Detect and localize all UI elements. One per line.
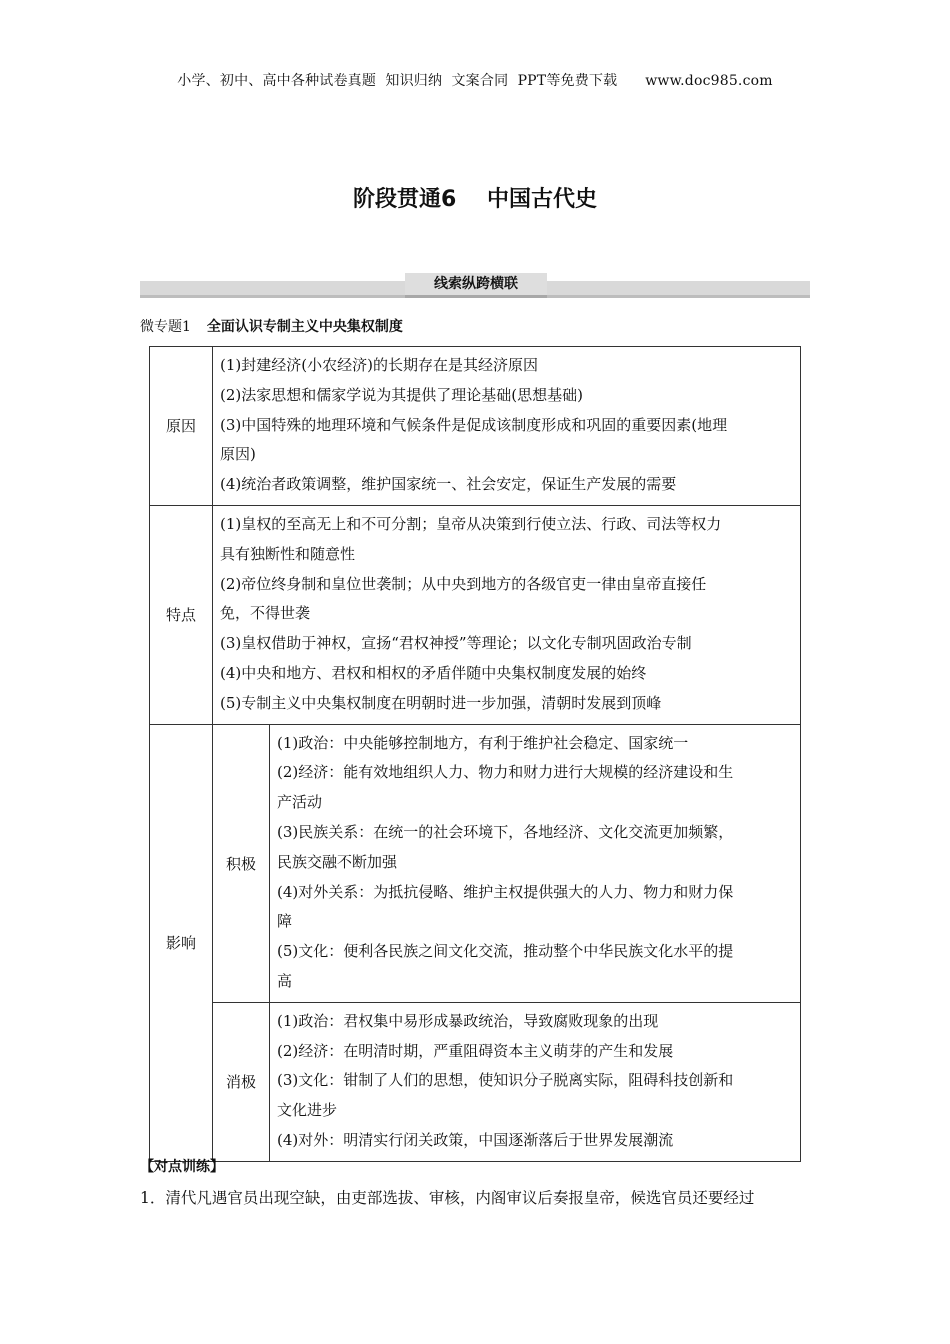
sub-label-positive: 积极 <box>213 724 270 1002</box>
text-line: (4)对外：明清实行闭关政策，中国逐渐落后于世界发展潮流 <box>277 1130 674 1149</box>
text-line: (5)文化：便利各民族之间文化交流，推动整个中华民族文化水平的提 <box>277 942 734 961</box>
row-label-reasons: 原因 <box>150 347 213 506</box>
row-label-impact: 影响 <box>150 724 213 1161</box>
micro-topic-heading <box>140 316 403 336</box>
text-line: (2)帝位终身制和皇位世袭制；从中央到地方的各级官吏一律由皇帝直接任 <box>220 574 707 593</box>
text-line: (4)统治者政策调整，维护国家统一、社会安定，保证生产发展的需要 <box>220 475 677 494</box>
text-line: 免，不得世袭 <box>220 604 311 623</box>
reasons-content <box>213 347 801 506</box>
page-header-watermark: 小学、初中、高中各种试卷真题 知识归纳 文案合同 PPT等免费下载 www.doc985.com <box>177 73 773 89</box>
positive-content <box>270 724 801 1002</box>
practice-heading: 【对点训练】 <box>140 1159 224 1175</box>
text-line: 具有独断性和随意性 <box>220 544 356 563</box>
sub-label-negative: 消极 <box>213 1002 270 1161</box>
table-row-reasons <box>150 347 801 506</box>
summary-table <box>149 346 801 1162</box>
text-line: (3)文化：钳制了人们的思想，使知识分子脱离实际，阻碍科技创新和 <box>277 1071 734 1090</box>
text-line: 产活动 <box>277 793 323 812</box>
text-line: 民族交融不断加强 <box>277 852 398 871</box>
table-row-impact-negative <box>150 1002 801 1161</box>
text-line: 高 <box>277 971 293 990</box>
table-row-impact-positive <box>150 724 801 1002</box>
table-row-features <box>150 505 801 724</box>
text-line: (2)经济：在明清时期，严重阻碍资本主义萌芽的产生和发展 <box>277 1041 674 1060</box>
micro-topic-number: 微专题1 <box>140 319 191 335</box>
text-line: (3)民族关系：在统一的社会环境下，各地经济、文化交流更加频繁， <box>277 822 734 841</box>
page-title: 阶段贯通6 中国古代史 <box>353 187 597 212</box>
question-1-text: 1．清代凡遇官员出现空缺，由吏部选拔、审核，内阁审议后奏报皇帝，候选官员还要经过 <box>140 1189 755 1207</box>
section-banner-label: 线索纵跨横联 <box>405 273 547 298</box>
text-line: (1)政治：中央能够控制地方，有利于维护社会稳定、国家统一 <box>277 733 689 752</box>
text-line: (1)封建经济(小农经济)的长期存在是其经济原因 <box>220 356 538 374</box>
text-line: (4)对外关系：为抵抗侵略、维护主权提供强大的人力、物力和财力保 <box>277 882 734 901</box>
text-line: (5)专制主义中央集权制度在明朝时进一步加强，清朝时发展到顶峰 <box>220 693 662 712</box>
text-line: (3)皇权借助于神权，宣扬“君权神授”等理论；以文化专制巩固政治专制 <box>220 634 692 653</box>
features-content <box>213 505 801 724</box>
micro-topic-title: 全面认识专制主义中央集权制度 <box>206 319 403 335</box>
text-line: 文化进步 <box>277 1101 338 1120</box>
row-label-features: 特点 <box>150 505 213 724</box>
text-line: (4)中央和地方、君权和相权的矛盾伴随中央集权制度发展的始终 <box>220 663 647 682</box>
negative-content <box>270 1002 801 1161</box>
text-line: (2)法家思想和儒家学说为其提供了理论基础(思想基础) <box>220 385 583 404</box>
text-line: 障 <box>277 912 293 931</box>
text-line: 原因) <box>220 445 256 464</box>
text-line: (1)政治：君权集中易形成暴政统治，导致腐败现象的出现 <box>277 1011 659 1030</box>
text-line: (3)中国特殊的地理环境和气候条件是促成该制度形成和巩固的重要因素(地理 <box>220 415 728 434</box>
text-line: (2)经济：能有效地组织人力、物力和财力进行大规模的经济建设和生 <box>277 763 734 782</box>
text-line: (1)皇权的至高无上和不可分割；皇帝从决策到行使立法、行政、司法等权力 <box>220 514 722 533</box>
